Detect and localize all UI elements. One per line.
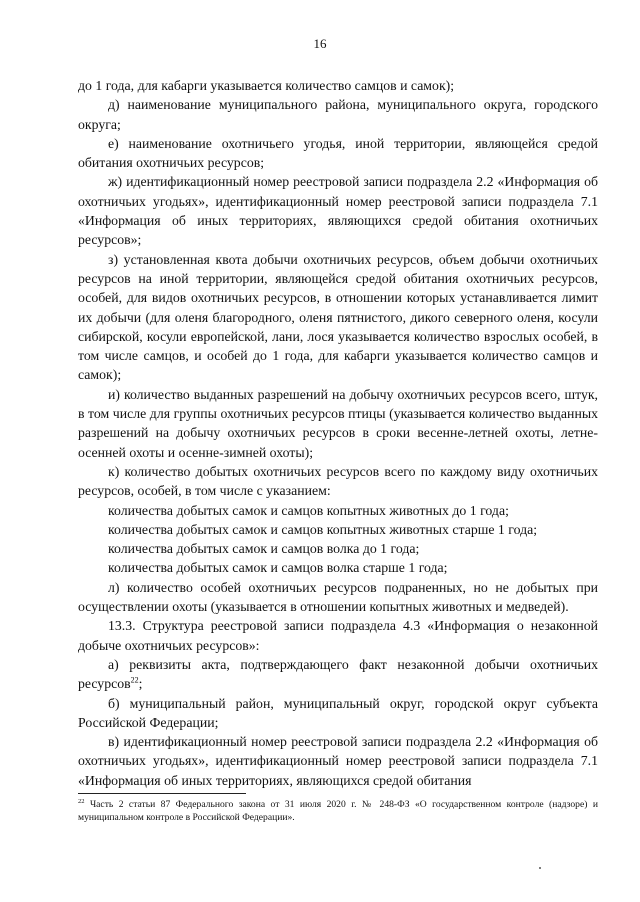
paragraph: количества добытых самок и самцов копытных животных старше 1 года;	[108, 521, 538, 537]
paragraph: и) количество выданных разрешений на добычу охотничьих ресурсов всего, штук, в том числе для группы охотничьих ресурсов птицы (указывается количество выданных разрешений на добычу охотничьих ресурсов в сроки весенне-летней охоты, летне-осенней охоты и осенне-зимней охоты);	[78, 386, 598, 460]
paragraph: е) наименование охотничьего угодья, иной территории, являющейся средой обитания охотничьих ресурсов;	[78, 135, 598, 171]
paragraph-tail: ;	[138, 676, 143, 692]
scan-speck	[539, 867, 541, 869]
paragraph: 13.3. Структура реестровой записи подраздела 4.3 «Информация о незаконной добыче охотничьих ресурсов»:	[78, 618, 598, 653]
footnote-mark: 22	[78, 797, 85, 805]
paragraph: з) установленная квота добычи охотничьих ресурсов, объем добычи охотничьих ресурсов на иной территории, являющейся средой обитания охотничьих ресурсов, особей, для видов охотничьих ресурсов, в отношении которых устанавливается лимит их добычи (для оленя благородного, оленя пятнистого, дикого северного оленя, косули сибирской, косули европейской, лани, лося указывается количество взрослых особей, в том числе самцов, и особей до 1 года, для кабарги указывается количество самцов и самок);	[78, 251, 598, 383]
footnote-divider	[78, 793, 246, 794]
paragraph-text: а) реквизиты акта, подтверждающего факт незаконной добычи охотничьих ресурсов	[78, 656, 598, 692]
paragraph: б) муниципальный район, муниципальный округ, городской округ субъекта Российской Федерации;	[78, 695, 598, 730]
paragraph: до 1 года, для кабарги указывается количество самцов и самок);	[78, 78, 455, 93]
footnote-reference[interactable]: 22	[130, 675, 139, 685]
footnote	[78, 799, 598, 824]
paragraph: в) идентификационный номер реестровой записи подраздела 2.2 «Информация об охотничьих угодьях», идентификационный номер реестровой записи подраздела 7.1 «Информация об иных территориях, являющихся средой обитания	[78, 734, 598, 788]
paragraph: количества добытых самок и самцов копытных животных до 1 года;	[108, 502, 509, 518]
footnote-text: Часть 2 статьи 87 Федерального закона от 31 июля 2020 г. № 248-ФЗ «О государственном контроле (надзоре) и муниципальном контроле в Российской Федерации».	[78, 799, 598, 823]
paragraph: к) количество добытых охотничьих ресурсов всего по каждому виду охотничьих ресурсов, особей, в том числе с указанием:	[78, 463, 598, 499]
paragraph: д) наименование муниципального района, муниципального округа, городского округа;	[78, 97, 598, 132]
paragraph: количества добытых самок и самцов волка до 1 года;	[108, 541, 420, 557]
paragraph: л) количество особей охотничьих ресурсов подраненных, но не добытых при осуществлении охоты (указывается в отношении копытных животных и медведей).	[78, 579, 598, 615]
document-body	[78, 76, 598, 790]
page-number: 16	[313, 36, 327, 51]
paragraph-with-footnote	[78, 655, 598, 694]
paragraph: ж) идентификационный номер реестровой записи подраздела 2.2 «Информация об охотничьих угодьях», идентификационный номер реестровой записи подраздела 7.1 «Информация об иных территориях, являющихся средой обитания охотничьих ресурсов»;	[78, 174, 598, 248]
paragraph: количества добытых самок и самцов волка старше 1 года;	[108, 560, 448, 576]
